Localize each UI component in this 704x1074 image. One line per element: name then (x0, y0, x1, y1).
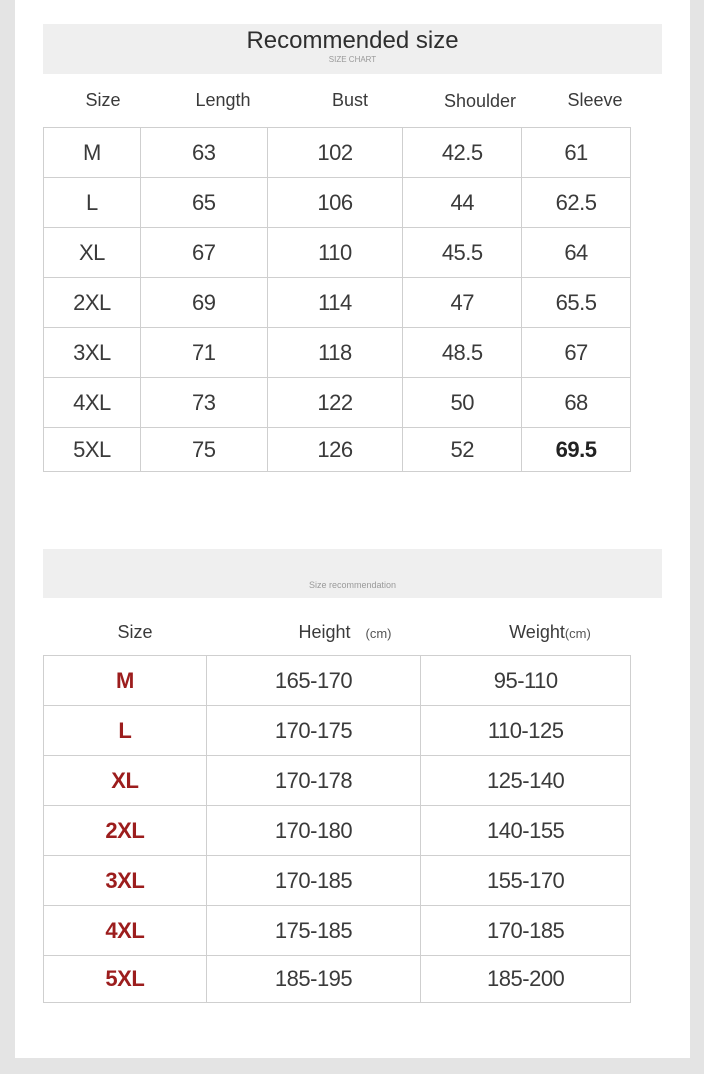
size-chart-row (44, 378, 631, 428)
size-chart-cell-sleeve: 67 (522, 328, 631, 378)
recommendation-header-height (270, 622, 420, 643)
recommendation-cell-height: 170-178 (206, 756, 421, 806)
size-chart-cell-sleeve: 68 (522, 378, 631, 428)
recommendation-cell-weight: 170-185 (421, 906, 631, 956)
recommendation-cell-size: 2XL (44, 806, 207, 856)
size-chart-cell-size: 2XL (44, 278, 141, 328)
size-chart-title: Recommended size (246, 27, 459, 54)
recommendation-cell-height: 170-175 (206, 706, 421, 756)
size-chart-cell-bust: 106 (267, 178, 403, 228)
size-chart-cell-length: 75 (140, 428, 267, 472)
recommendation-row (44, 956, 631, 1003)
recommendation-cell-size: 5XL (44, 956, 207, 1003)
height-unit: (cm) (365, 626, 392, 641)
size-chart-cell-bust: 122 (267, 378, 403, 428)
recommendation-row (44, 756, 631, 806)
size-chart-header-bust: Bust (331, 90, 369, 110)
recommendation-cell-size: XL (44, 756, 207, 806)
recommendation-cell-size: L (44, 706, 207, 756)
size-chart-cell-bust: 102 (267, 128, 403, 178)
size-chart-cell-bust: 114 (267, 278, 403, 328)
recommendation-cell-size: 4XL (44, 906, 207, 956)
size-chart-row (44, 328, 631, 378)
size-chart-cell-length: 69 (140, 278, 267, 328)
recommendation-header-weight (480, 622, 620, 643)
recommendation-header-size: Size (117, 622, 153, 642)
recommendation-row (44, 856, 631, 906)
size-chart-header-shoulder: Shoulder (443, 91, 517, 111)
size-chart-cell-size: 4XL (44, 378, 141, 428)
size-chart-subtitle: SIZE CHART (328, 55, 377, 64)
size-chart-cell-size: 5XL (44, 428, 141, 472)
size-chart-cell-bust: 126 (267, 428, 403, 472)
size-chart-cell-bust: 118 (267, 328, 403, 378)
recommendation-table (43, 655, 631, 1003)
size-chart-cell-shoulder: 47 (403, 278, 522, 328)
size-chart-row (44, 278, 631, 328)
recommendation-row (44, 656, 631, 706)
recommendation-cell-weight: 125-140 (421, 756, 631, 806)
size-chart-row (44, 178, 631, 228)
size-chart-row (44, 428, 631, 472)
size-chart-cell-shoulder: 45.5 (403, 228, 522, 278)
recommendation-cell-weight: 110-125 (421, 706, 631, 756)
size-chart-cell-sleeve: 64 (522, 228, 631, 278)
recommendation-cell-height: 165-170 (206, 656, 421, 706)
size-chart-cell-length: 67 (140, 228, 267, 278)
weight-label: Weight (509, 622, 565, 642)
size-chart-cell-sleeve: 62.5 (522, 178, 631, 228)
size-chart-cell-length: 71 (140, 328, 267, 378)
size-chart-cell-shoulder: 50 (403, 378, 522, 428)
size-chart-header-sleeve: Sleeve (567, 90, 623, 110)
size-chart-cell-shoulder: 44 (403, 178, 522, 228)
recommendation-cell-weight: 95-110 (421, 656, 631, 706)
size-chart-cell-length: 65 (140, 178, 267, 228)
size-chart-cell-size: M (44, 128, 141, 178)
recommendation-row (44, 906, 631, 956)
recommendation-cell-height: 185-195 (206, 956, 421, 1003)
recommendation-cell-size: M (44, 656, 207, 706)
size-chart-cell-shoulder: 52 (403, 428, 522, 472)
recommendation-cell-weight: 155-170 (421, 856, 631, 906)
size-chart-cell-size: L (44, 178, 141, 228)
recommendation-cell-weight: 140-155 (421, 806, 631, 856)
recommendation-banner (43, 549, 662, 598)
size-chart-cell-length: 73 (140, 378, 267, 428)
size-chart-row (44, 128, 631, 178)
recommendation-cell-height: 170-180 (206, 806, 421, 856)
recommendation-subtitle: Size recommendation (308, 580, 397, 590)
size-chart-cell-shoulder: 42.5 (403, 128, 522, 178)
size-chart-table (43, 127, 631, 472)
size-chart-cell-shoulder: 48.5 (403, 328, 522, 378)
size-chart-cell-sleeve: 65.5 (522, 278, 631, 328)
recommendation-cell-height: 170-185 (206, 856, 421, 906)
size-chart-cell-bust: 110 (267, 228, 403, 278)
recommendation-cell-weight: 185-200 (421, 956, 631, 1003)
recommendation-row (44, 806, 631, 856)
recommendation-cell-height: 175-185 (206, 906, 421, 956)
size-chart-cell-sleeve: 69.5 (522, 428, 631, 472)
size-chart-banner (43, 24, 662, 74)
size-chart-cell-size: XL (44, 228, 141, 278)
size-chart-cell-sleeve: 61 (522, 128, 631, 178)
weight-unit: (cm) (564, 626, 591, 641)
size-chart-header-length: Length (195, 90, 251, 110)
size-chart-header-size: Size (85, 90, 121, 110)
size-chart-row (44, 228, 631, 278)
recommendation-cell-size: 3XL (44, 856, 207, 906)
size-chart-cell-length: 63 (140, 128, 267, 178)
size-chart-cell-size: 3XL (44, 328, 141, 378)
recommendation-row (44, 706, 631, 756)
height-label: Height (298, 622, 351, 642)
